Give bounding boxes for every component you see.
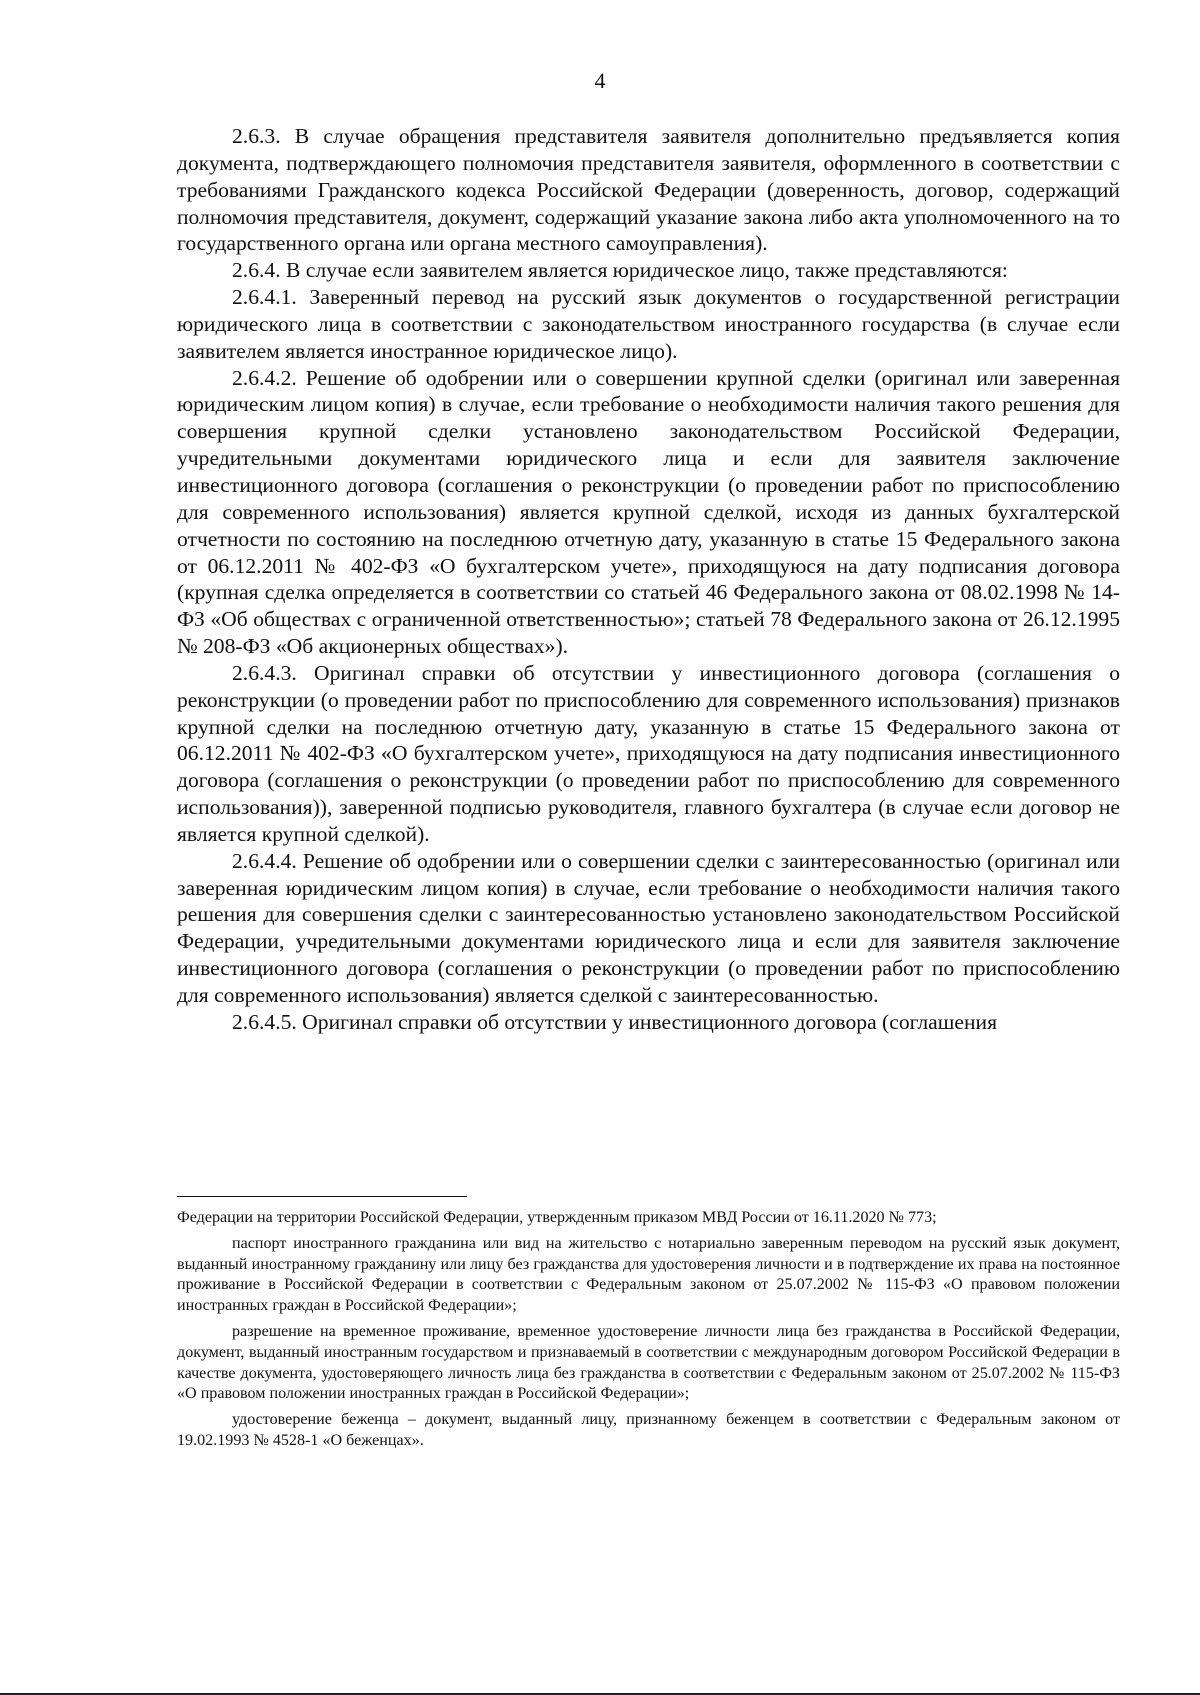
footnotes: [177, 1208, 1120, 1457]
footnote-residence-permit: разрешение на временное проживание, временное удостоверение личности лица без гражданства в Российской Федерации, документ, выданный иностранным государством и признаваемый в соответствии с международным договором Российской Федерации в качестве документа, удостоверяющего личность лица без гражданства в соответствии с Федеральным законом от 25.07.2002 № 115-ФЗ «О правовом положении иностранных граждан в Российской Федерации»;: [177, 1322, 1120, 1403]
paragraph-2-6-4-1: 2.6.4.1. Заверенный перевод на русский язык документов о государственной регистрации юридического лица в соответствии с законодательством иностранного государства (в случае если заявителем является иностранное юридическое лицо).: [177, 285, 1120, 363]
paragraph-2-6-4-3: 2.6.4.3. Оригинал справки об отсутствии у инвестиционного договора (соглашения о реконструкции (о проведении работ по приспособлению для современного использования) признаков крупной сделки на последнюю отчетную дату, указанную в статье 15 Федерального закона от 06.12.2011 № 402-ФЗ «О бухгалтерском учете», приходящуюся на дату подписания инвестиционного договора (соглашения о реконструкции (о проведении работ по приспособлению для современного использования)), заверенной подписью руководителя, главного бухгалтера (в случае если договор не является крупной сделкой).: [177, 660, 1120, 846]
main-text: [177, 123, 1120, 1036]
page-number: 4: [594, 68, 606, 93]
paragraph-2-6-4-2: 2.6.4.2. Решение об одобрении или о совершении крупной сделки (оригинал или заверенная юридическим лицом копия) в случае, если требование о необходимости наличия такого решения для совершения крупной сделки установлено законодательством Российской Федерации, учредительными документами юридического лица и если для заявителя заключение инвестиционного договора (соглашения о реконструкции (о проведении работ по приспособлению для современного использования) является крупной сделкой, исходя из данных бухгалтерской отчетности по состоянию на последнюю отчетную дату, указанную в статье 15 Федерального закона от 06.12.2011 № 402-ФЗ «О бухгалтерском учете», приходящуюся на дату подписания договора (крупная сделка определяется в соответствии со статьей 46 Федерального закона от 08.02.1998 № 14-ФЗ «Об обществах с ограниченной ответственностью»; статьей 78 Федерального закона от 26.12.1995 № 208-ФЗ «Об акционерных обществах»).: [177, 365, 1120, 659]
footnote-passport: паспорт иностранного гражданина или вид на жительство с нотариально заверенным переводом на русский язык документ, выданный иностранному гражданину или лицу без гражданства для удостоверения личности и в подтверждение их права на постоянное проживание в Российской Федерации в соответствии с Федеральным законом от 25.07.2002 № 115-ФЗ «О правовом положении иностранных граждан в Российской Федерации»;: [177, 1234, 1120, 1315]
paragraph-2-6-4: 2.6.4. В случае если заявителем является юридическое лицо, также представляются:: [232, 258, 1008, 283]
paragraph-2-6-3: 2.6.3. В случае обращения представителя заявителя дополнительно предъявляется копия документа, подтверждающего полномочия представителя заявителя, оформленного в соответствии с требованиями Гражданского кодекса Российской Федерации (доверенность, договор, содержащий полномочия представителя, документ, содержащий указание закона либо акта уполномоченного на то государственного органа или органа местного самоуправления).: [177, 124, 1120, 256]
footnote-continuation: Федерации на территории Российской Федерации, утвержденным приказом МВД России от 16.11.2020 № 773;: [177, 1209, 937, 1226]
footnote-separator: [177, 1196, 467, 1197]
footnote-refugee-certificate: удостоверение беженца – документ, выданный лицу, признанному беженцем в соответствии с Федеральным законом от 19.02.1993 № 4528-1 «О беженцах».: [177, 1411, 1120, 1449]
paragraph-2-6-4-5: 2.6.4.5. Оригинал справки об отсутствии у инвестиционного договора (соглашения: [232, 1009, 998, 1034]
paragraph-2-6-4-4: 2.6.4.4. Решение об одобрении или о совершении сделки с заинтересованностью (оригинал или заверенная юридическим лицом копия) в случае, если требование о необходимости наличия такого решения для совершения сделки с заинтересованностью установлено законодательством Российской Федерации, учредительными документами юридического лица и если для заявителя заключение инвестиционного договора (соглашения о реконструкции (о проведении работ по приспособлению для современного использования) является сделкой с заинтересованностью.: [177, 848, 1120, 1007]
